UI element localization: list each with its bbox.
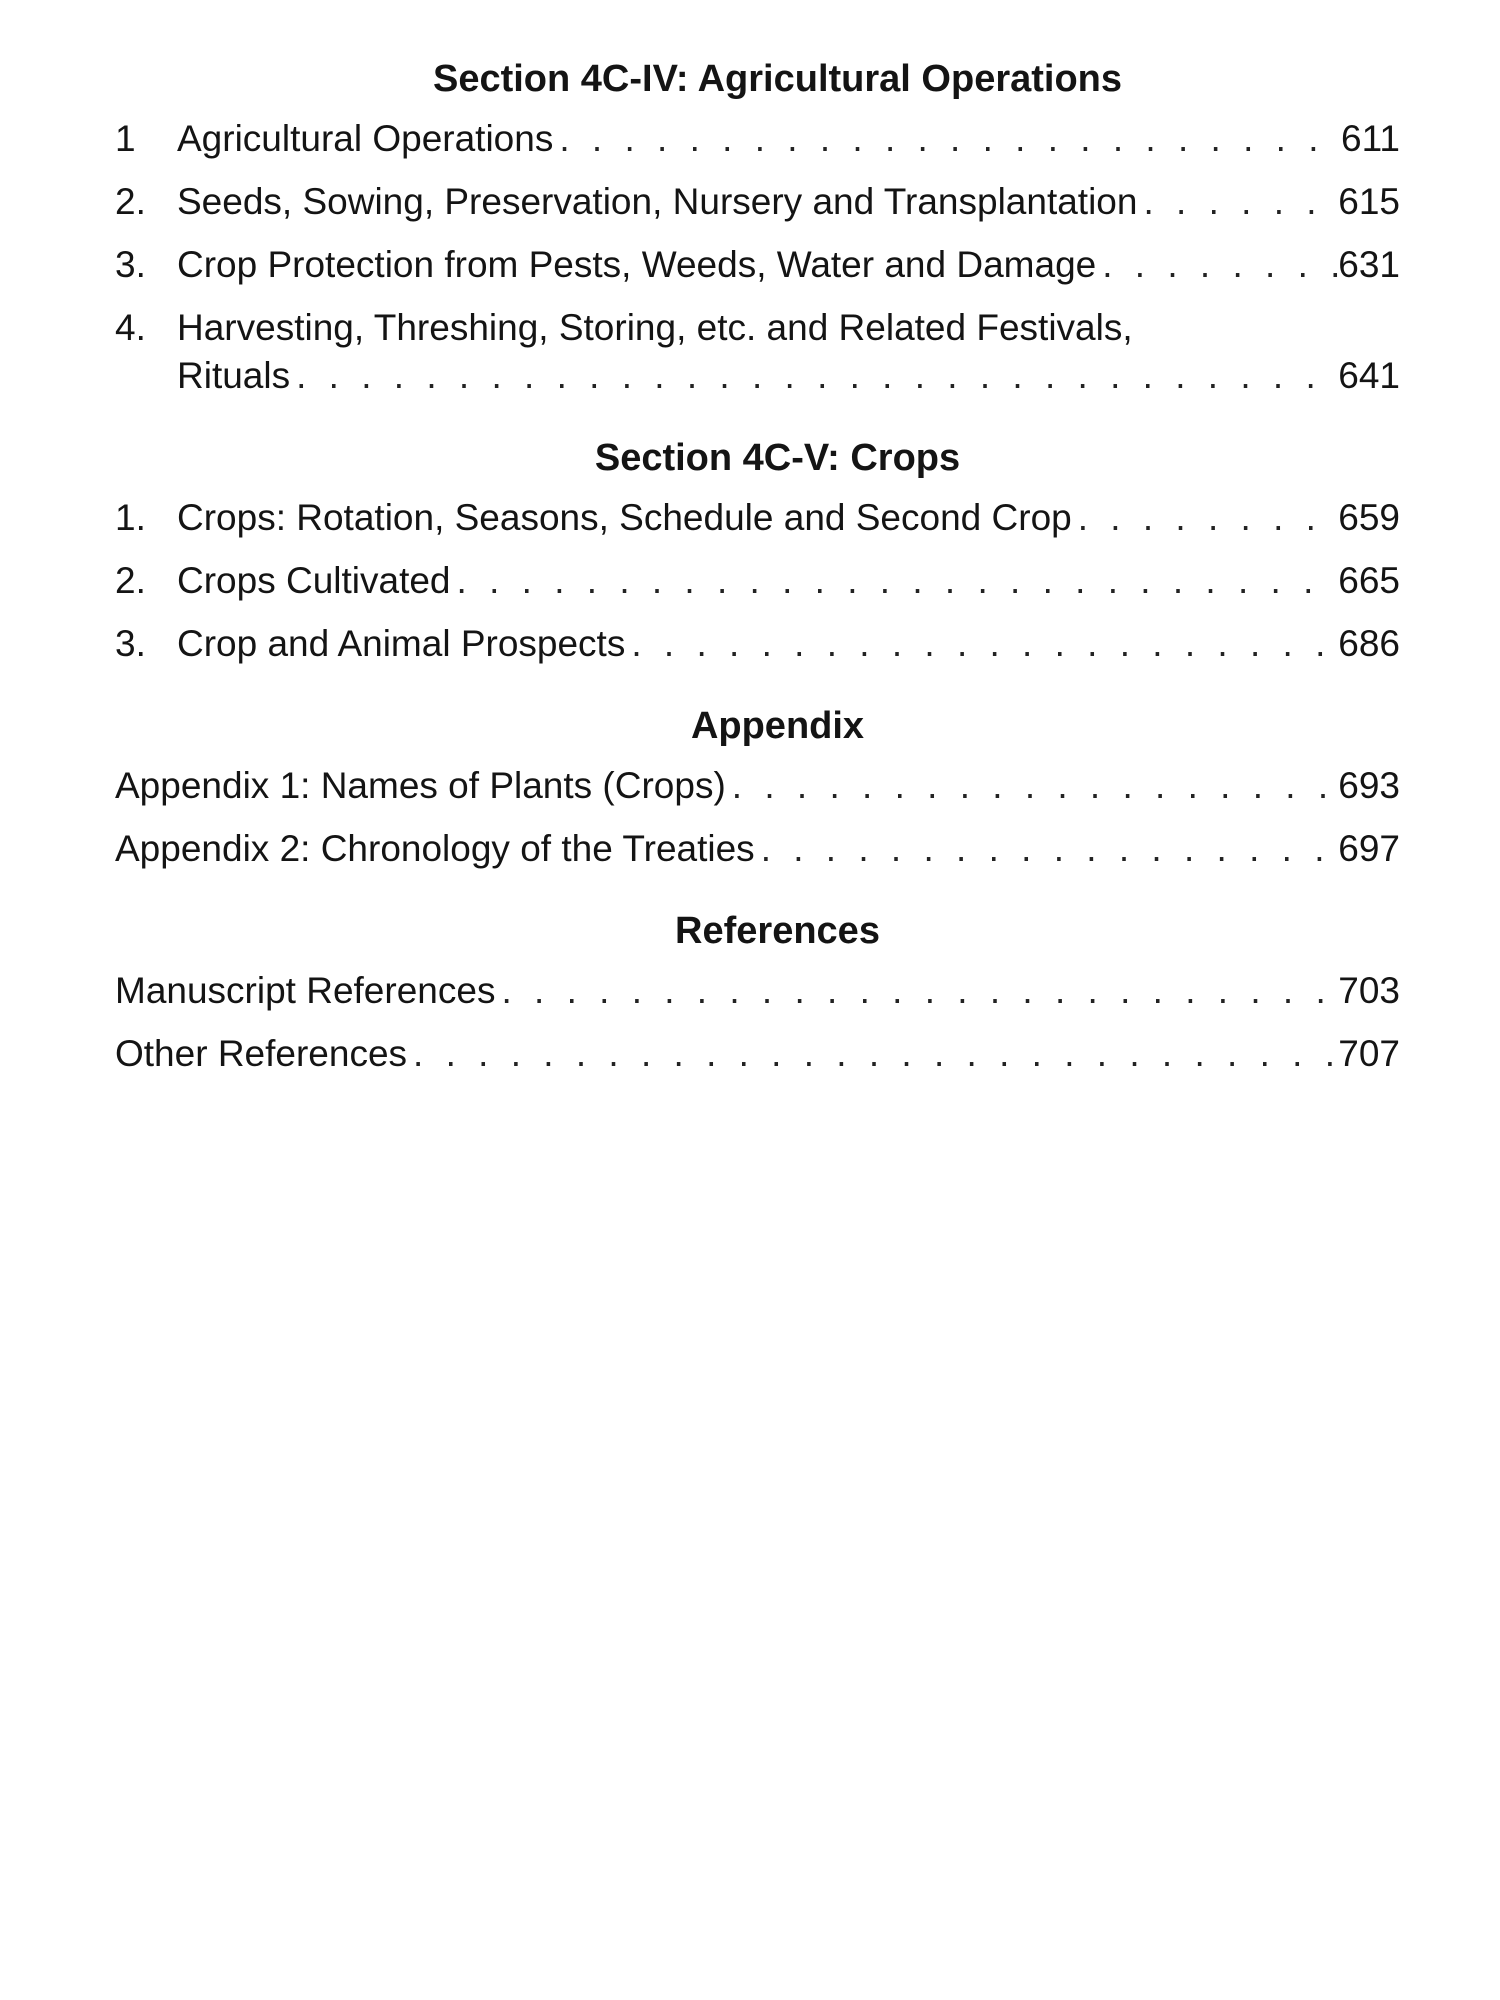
entry-title-line-1: Harvesting, Threshing, Storing, etc. and Related Festivals, bbox=[177, 307, 1133, 348]
toc-entry[interactable] bbox=[115, 967, 1400, 1015]
entry-number: 3. bbox=[115, 623, 146, 664]
entry-page-number: 707 bbox=[1338, 1033, 1400, 1074]
section-title: Appendix bbox=[690, 705, 865, 747]
toc-entry[interactable] bbox=[115, 620, 1400, 668]
entry-title: Crops: Rotation, Seasons, Schedule and Second Crop bbox=[177, 497, 1072, 538]
toc-entry[interactable] bbox=[115, 1030, 1400, 1078]
section-references bbox=[115, 907, 1400, 1078]
section-appendix bbox=[115, 702, 1400, 873]
toc-entry[interactable] bbox=[115, 557, 1400, 605]
entry-page-number: 641 bbox=[1338, 355, 1400, 396]
entry-title: Manuscript References bbox=[115, 970, 496, 1011]
entry-number: 1. bbox=[115, 497, 146, 538]
toc-entry[interactable] bbox=[115, 241, 1400, 289]
entry-page-number: 665 bbox=[1338, 560, 1400, 601]
entry-title: Crop and Animal Prospects bbox=[177, 623, 626, 664]
dot-leader bbox=[1137, 178, 1338, 226]
dot-leader bbox=[755, 825, 1339, 873]
dot-leader bbox=[495, 967, 1338, 1015]
toc-entry[interactable] bbox=[115, 304, 1400, 400]
section-agricultural-operations bbox=[115, 55, 1400, 400]
entry-page-number: 697 bbox=[1338, 828, 1400, 869]
table-of-contents bbox=[115, 55, 1400, 1112]
entry-title: Seeds, Sowing, Preservation, Nursery and Transplantation bbox=[177, 181, 1138, 222]
entry-page-number: 615 bbox=[1338, 181, 1400, 222]
entry-number: 1 bbox=[115, 118, 136, 159]
dot-leader bbox=[451, 557, 1339, 605]
toc-entry[interactable] bbox=[115, 762, 1400, 810]
entry-page-number: 631 bbox=[1338, 244, 1400, 285]
dot-leader bbox=[1072, 494, 1339, 542]
entry-title: Appendix 1: Names of Plants (Crops) bbox=[115, 765, 726, 806]
entry-page-number: 611 bbox=[1341, 118, 1400, 159]
entry-title: Appendix 2: Chronology of the Treaties bbox=[115, 828, 755, 869]
toc-entry[interactable] bbox=[115, 115, 1400, 163]
section-title: References bbox=[675, 910, 880, 952]
entry-title: Other References bbox=[115, 1033, 408, 1074]
entry-number: 4. bbox=[115, 307, 146, 348]
entry-title: Crop Protection from Pests, Weeds, Water and Damage bbox=[177, 244, 1097, 285]
entry-number: 3. bbox=[115, 244, 146, 285]
dot-leader bbox=[407, 1030, 1338, 1078]
dot-leader bbox=[1096, 241, 1338, 289]
entry-page-number: 659 bbox=[1338, 497, 1400, 538]
toc-entry[interactable] bbox=[115, 178, 1400, 226]
entry-number: 2. bbox=[115, 181, 146, 222]
entry-page-number: 686 bbox=[1338, 623, 1400, 664]
dot-leader bbox=[290, 352, 1338, 400]
entry-title: Crops Cultivated bbox=[177, 560, 451, 601]
entry-number: 2. bbox=[115, 560, 146, 601]
toc-entry[interactable] bbox=[115, 494, 1400, 542]
dot-leader bbox=[625, 620, 1338, 668]
dot-leader bbox=[726, 762, 1338, 810]
toc-entry[interactable] bbox=[115, 825, 1400, 873]
dot-leader bbox=[553, 115, 1341, 163]
entry-page-number: 703 bbox=[1338, 970, 1400, 1011]
section-title: Section 4C-IV: Agricultural Operations bbox=[432, 58, 1123, 100]
entry-title: Agricultural Operations bbox=[177, 118, 554, 159]
section-title: Section 4C-V: Crops bbox=[594, 437, 961, 479]
entry-page-number: 693 bbox=[1338, 765, 1400, 806]
section-crops bbox=[115, 434, 1400, 668]
entry-title: Rituals bbox=[177, 355, 291, 396]
